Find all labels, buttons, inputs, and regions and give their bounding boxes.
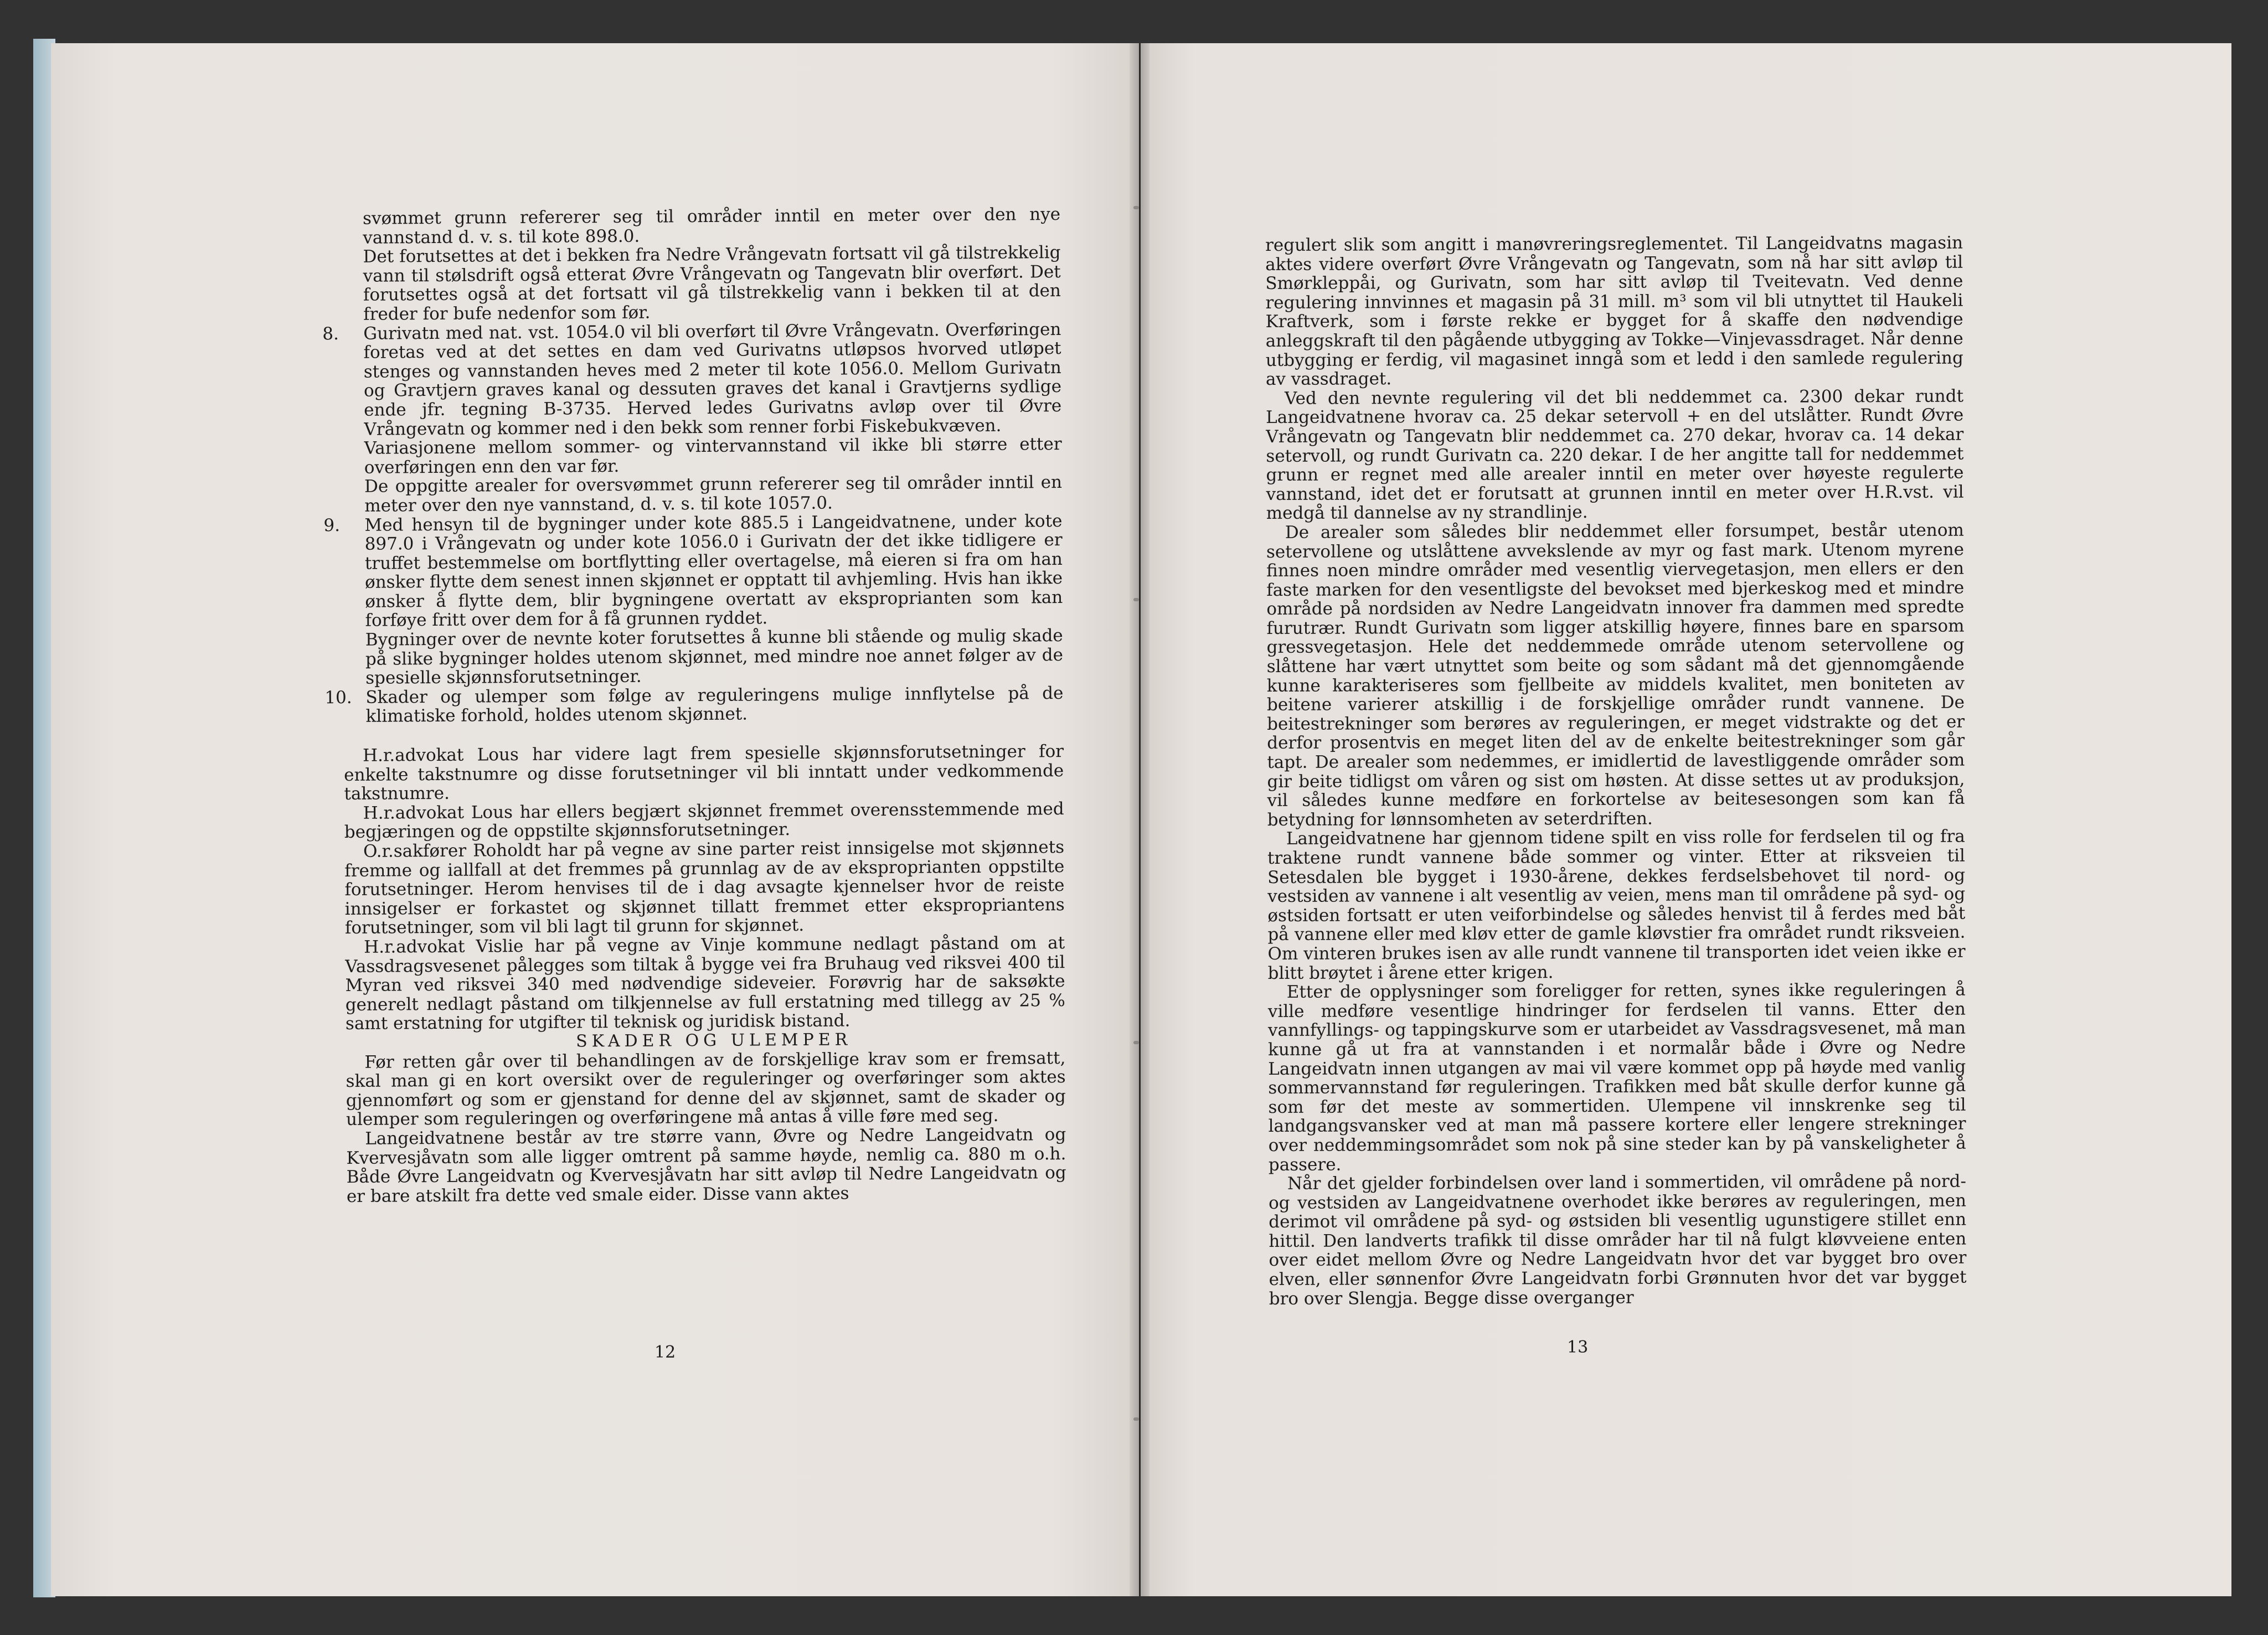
left-page-text — [322, 204, 1066, 1206]
paragraph: De arealer som således blir neddemmet eller forsumpet, består utenom setervollene og utslåttene avvekslende av myr og fast mark. Utenom myrene finnes noen mindre områder med vesentlig viervegetasjon, men ellers er den faste marken for den vesentligste del bevokset med bjerkeskog med et mindre område på nordsiden av Nedre Langeidvatn innover fra dammen med spredte furutrær. Rundt Gurivatn som ligger atskillig høyere, finnes bare en sparsom gressvegetasjon. Hele det neddemmede område utenom setervollene og slåttene har vært utnyttet som beite og som sådant må det gjennomgående kunne karakteriseres som fjellbeite av middels kvalitet, men boniteten av beitene varierer atskillig i de forskjellige områder rundt vannene. De beitestrekninger som berøres av reguleringen, er meget vidstrakte og det er derfor prosentvis en meget liten del av de enkelte beitestrekninger som går tapt. De arealer som nedemmes, er imidlertid de lavestliggende områder som gir beite tidligst om våren og sist om høsten. At disse settes ut av produksjon, vil således kunne medføre en forkortelse av beitesesongen som kan få betydning for lønnsomheten av seterdriften. — [1266, 520, 1965, 830]
paragraph: O.r.sakfører Roholdt har på vegne av sine parter reist innsigelse mot skjønnets fremme og iallfall at det fremmes på grunnlag av de av eksproprianten oppstilte forutsetninger. Herom henvises til de i dag avsagte kjennelser hvor de reiste innsigelser er forkastet og skjønnet tillatt fremmet etter ekspropriantens forutsetninger, som vil bli lagt til grunn for skjønnet. — [344, 837, 1065, 938]
paragraph: H.r.advokat Lous har ellers begjært skjønnet fremmet overensstemmende med begjæringen og de oppstilte skjønnsforutsetninger. — [344, 798, 1064, 843]
right-page — [1141, 43, 2231, 1596]
section-heading: SKADER OG ULEMPER — [576, 1030, 852, 1051]
book-gutter — [1130, 43, 1150, 1596]
paragraph-text: Gurivatn med nat. vst. 1054.0 vil bli overført til Øvre Vrångevatn. Overføringen foretas ved at det settes en dam ved Gurivatns utløpsos hvorved utløpet stenges og vannstanden heves med 2 meter til kote 1056.0. Mellom Gurivatn og Gravtjern graves kanal og dessuten graves det kanal i Gravtjerns sydlige ende jfr. tegning B-3735. Herved ledes Gurivatns avløp over til Øvre Vrångevatn og kommer ned i den bekk som renner forbi Fiskebukvæven. — [363, 319, 1062, 440]
paragraph: Bygninger over de nevnte koter forutsettes å kunne bli stående og mulig skade på slike bygninger holdes utenom skjønnet, med mindre noe annet følger av de spesielle skjønnsforutsetninger. — [365, 626, 1064, 688]
page-number: 12 — [654, 1343, 676, 1362]
page-number: 13 — [1567, 1338, 1589, 1357]
paragraph: Etter de opplysninger som foreligger for retten, synes ikke reguleringen å ville medføre vesentlige hindringer for ferdselen til vanns. Etter den vannfyllings- og tappingskurve som er utarbeidet av Vassdragsvesenet, må man kunne gå ut fra at vannstanden i et normalår både i Øvre og Nedre Langeidvatn innen utgangen av mai vil være kommet opp på høyde med vanlig sommervannstand før reguleringen. Trafikken med båt skulle derfor kunne gå som før det meste av sommertiden. Ulempene vil innskrenke seg til landgangsvansker ved at man må passere kortere eller lengere strekninger over neddemmingsområdet som nok på sine steder kan by på vanskeligheter å passere. — [1267, 979, 1966, 1175]
paragraph: Når det gjelder forbindelsen over land i sommertiden, vil områdene på nord- og vestsiden av Langeidvatnene overhodet ikke berøres av reguleringen, men derimot vil områdene på syd- og østsiden bli vesentlig ugunstigere stillet enn hittil. Den landverts trafikk til disse områder har til nå fulgt kløvveiene enten over eidet mellom Øvre og Nedre Langeidvatn hvor det var bygget bro over elven, eller sønnenfor Øvre Langeidvatn forbi Grønnuten hvor det var bygget bro over Slengja. Begge disse overganger — [1269, 1171, 1967, 1309]
right-page-text — [1265, 234, 1967, 1309]
binding-stitch — [1133, 206, 1139, 209]
numbered-paragraph — [324, 683, 1064, 727]
paragraph-text: Skader og ulemper som følge av reguleringens mulige innflytelse på de klimatiske forhold, holdes utenom skjønnet. — [365, 683, 1064, 727]
paragraph: Det forutsettes at det i bekken fra Nedre Vrångevatn fortsatt vil gå tilstrekkelig vann til stølsdrift også etterat Øvre Vrångevatn og Tangevatn blir overført. Det forutsettes også at det fortsatt vil gå tilstrekkelig vann i bekken til at den freder for bufe nedenfor som før. — [363, 243, 1061, 324]
paragraph: H.r.advokat Lous har videre lagt frem spesielle skjønnsforutsetninger for enkelte takstnumre og disse forutsetninger vil bli inntatt under vedkommende takstnumre. — [344, 741, 1064, 804]
list-number: 8. — [322, 323, 339, 344]
paragraph: De oppgitte arealer for oversvømmet grunn refererer seg til områder inntil en meter over den nye vannstand, d. v. s. til kote 1057.0. — [364, 472, 1063, 516]
numbered-paragraph — [322, 319, 1062, 440]
numbered-paragraph — [323, 510, 1063, 631]
paragraph-text: Med hensyn til de bygninger under kote 885.5 i Langeidvatnene, under kote 897.0 i Vrångevatn og under kote 1056.0 i Gurivatn der det ikke tidligere er truffet bestemmelse om bortflytting eller overtagelse, må eieren si fra om han ønsker flytte dem senest innen skjønnet er opptatt til avhjemling. Hvis han ikke ønsker å flytte dem, blir bygningene overtatt av eksproprianten som kan forføye fritt over dem for å få grunnen ryddet. — [364, 510, 1063, 631]
left-page — [51, 43, 1139, 1596]
paragraph: Før retten går over til behandlingen av de forskjellige krav som er fremsatt, skal man gi en kort oversikt over de reguleringer og overføringer som aktes gjennomført og som er gjenstand for denne del av skjønnet, samt de skader og ulemper som reguleringen og overføringene må antas å ville føre med seg. — [346, 1048, 1066, 1130]
binding-stitch — [1133, 1041, 1139, 1044]
paragraph: Langeidvatnene har gjennom tidene spilt en viss rolle for ferdselen til og fra traktene rundt vannene både sommer og vinter. Etter at riksveien til Setesdalen ble bygget i 1930-årene, dekkes ferdselsbehovet til nord- og vestsiden av vannene i alt vesentlig av veien, mens man til områdene på syd- og østsiden fortsatt er uten veiforbindelse og således henvist til å ferdes med båt på vannene eller med kløv etter de gamle kløvstier fra området rundt riksveien. Om vinteren brukes isen av alle rundt vannene til transporten idet veien ikke er blitt brøytet i årene etter krigen. — [1267, 827, 1966, 983]
paragraph: Langeidvatnene består av tre større vann, Øvre og Nedre Langeidvatn og Kvervesjåvatn som alle ligger omtrent på samme høyde, nemlig ca. 880 m o.h. Både Øvre Langeidvatn og Kvervesjåvatn har sitt avløp til Nedre Langeidvatn og er bare atskilt fra dette ved smale eider. Disse vann aktes — [346, 1124, 1066, 1206]
list-number: 10. — [324, 687, 352, 708]
list-number: 9. — [323, 515, 341, 535]
paragraph: svømmet grunn refererer seg til områder inntil en meter over den nye vannstand d. v. s. til kote 898.0. — [362, 204, 1061, 248]
paragraph: Variasjonene mellom sommer- og vintervannstand vil ikke bli større etter overføringen enn den var før. — [364, 434, 1062, 478]
paragraph: Ved den nevnte regulering vil det bli neddemmet ca. 2300 dekar rundt Langeidvatnene hvorav ca. 25 dekar setervoll + en del utslåtter. Rundt Øvre Vrångevatn og Tangevatn blir neddemmet ca. 270 dekar, hvorav ca. 14 dekar setervoll, og rundt Gurivatn ca. 220 dekar. I de her angitte tall for neddemmet grunn er regnet med alle arealer inntil en meter over høyeste regulerte vannstand, idet det er forutsatt at grunnen inntil en meter over H.R.vst. vil medgå til dannelse av ny strandlinje. — [1266, 386, 1964, 524]
binding-stitch — [1133, 1417, 1139, 1421]
binding-stitch — [1133, 598, 1139, 601]
paragraph: H.r.advokat Vislie har på vegne av Vinje kommune nedlagt påstand om at Vassdragsvesenet pålegges som tiltak å bygge vei fra Bruhaug ved riksvei 400 til Myran ved riksvei 340 med nødvendige sideveier. Forøvrig har de saksøkte generelt nedlagt påstand om tilkjennelse av full erstatning med tillegg av 25 % samt erstatning for utgifter til teknisk og juridisk bistand. — [345, 933, 1065, 1034]
paragraph: regulert slik som angitt i manøvreringsreglementet. Til Langeidvatns magasin aktes videre overført Øvre Vrångevatn og Tangevatn, som nå har sitt avløp til Smørkleppåi, og Gurivatn, som har sitt avløp til Tveitevatn. Ved denne regulering innvinnes et magasin på 31 mill. m³ som vil bli utnyttet til Haukeli Kraftverk, som i første rekke er bygget for å skaffe den nødvendige anleggskraft til den pågående utbygging av Tokke—Vinjevassdraget. Når denne utbygging er ferdig, vil magasinet inngå som et ledd i den samlede regulering av vassdraget. — [1265, 233, 1963, 390]
